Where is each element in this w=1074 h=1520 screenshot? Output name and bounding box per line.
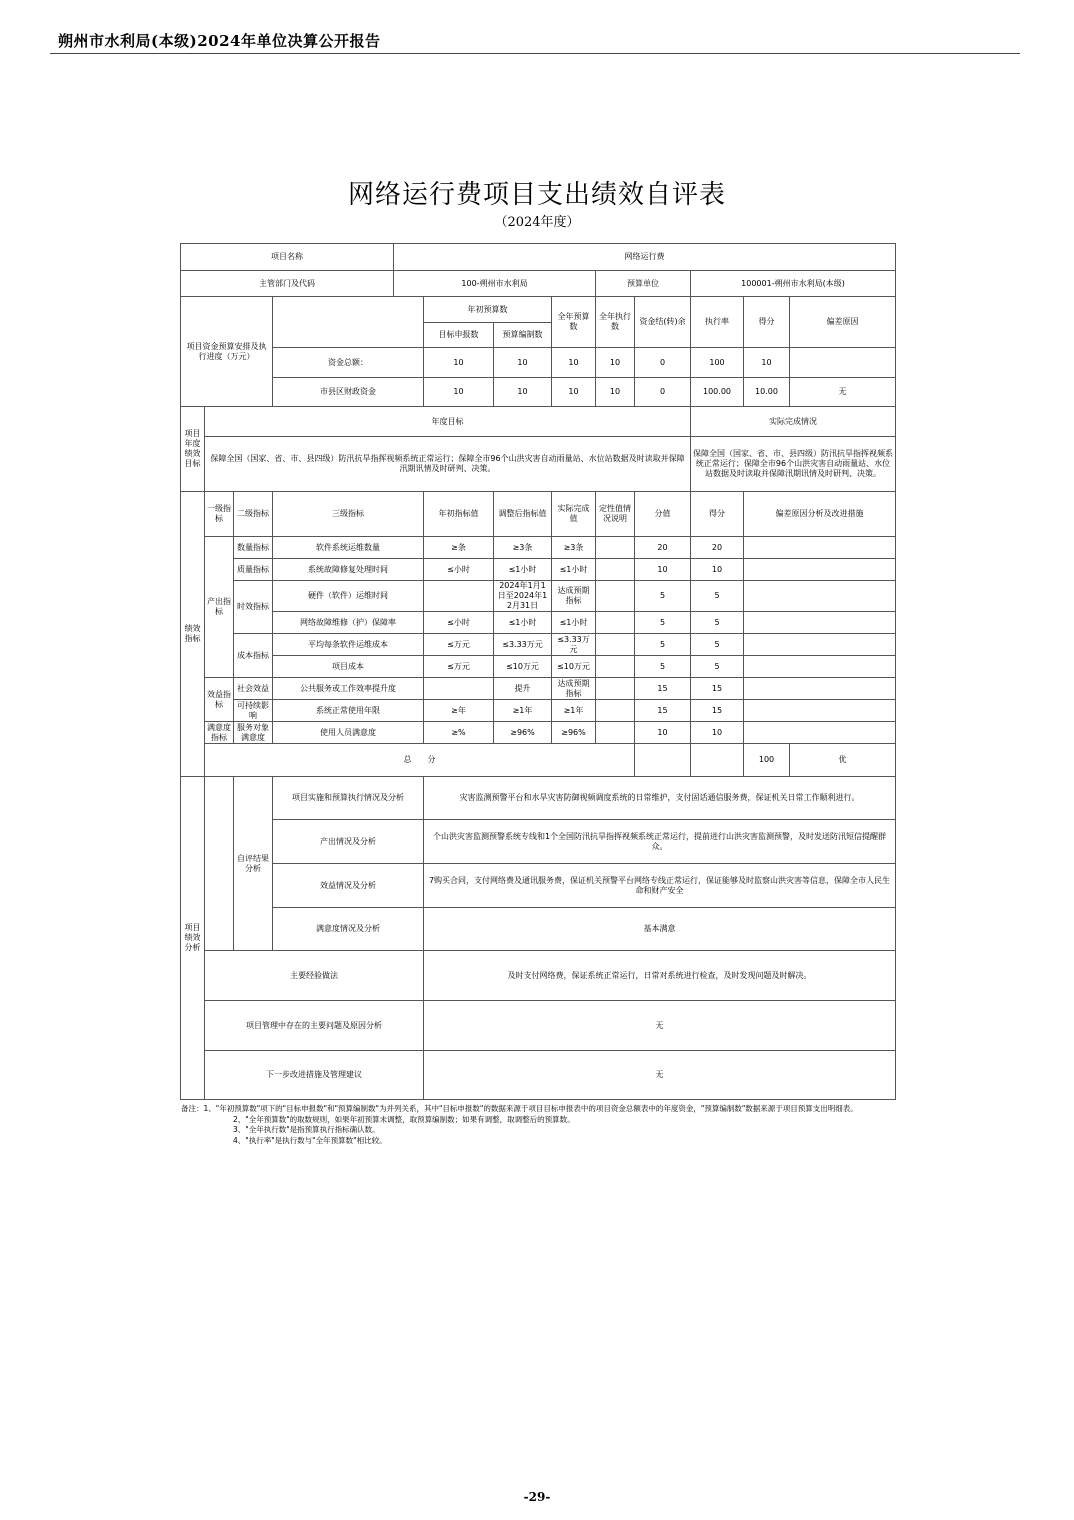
deviation-reason-header: 偏差原因 — [790, 297, 896, 348]
total-note-cell — [635, 744, 691, 777]
footnote-3: 3、"全年执行数"是指预算执行指标确认数。 — [233, 1125, 380, 1134]
indicator-l3: 硬件（软件）运维时间 — [273, 581, 424, 612]
indicator-score: 10 — [691, 722, 744, 744]
annual-budget-header: 全年预算数 — [552, 297, 596, 348]
experience-text: 及时支付网络费，保证系统正常运行，日常对系统进行检查，及时发现问题及时解决。 — [424, 951, 896, 1001]
indicator-l3: 系统故障修复处理时间 — [273, 559, 424, 581]
indicator-l3: 项目成本 — [273, 656, 424, 678]
problems-text: 无 — [424, 1001, 896, 1051]
indicator-note — [596, 537, 635, 559]
output-label: 产出情况及分析 — [273, 820, 424, 864]
indicator-l2: 成本指标 — [234, 634, 273, 678]
indicator-adj: 提升 — [494, 678, 552, 700]
carryover-header: 资金结(转)余 — [635, 297, 691, 348]
indicator-dev — [744, 722, 896, 744]
indicator-row — [181, 537, 896, 559]
indicator-actual: ≥96% — [552, 722, 596, 744]
funds-cell: 100.00 — [691, 378, 744, 407]
effect-text: 7购买合同，支付网络费及通讯服务费，保证机关预警平台网络专线正常运行，保证能够及时监察山洪灾害等信息，保障全市人民生命和财产安全 — [424, 864, 896, 908]
indicator-note — [596, 656, 635, 678]
indicator-note — [596, 678, 635, 700]
indicator-dev — [744, 559, 896, 581]
budget-unit-label: 预算单位 — [596, 271, 691, 297]
funds-cell: 10 — [424, 348, 494, 378]
indicator-init: ≤万元 — [424, 656, 494, 678]
indicator-note — [596, 612, 635, 634]
footnotes — [181, 1104, 895, 1146]
indicator-init — [424, 678, 494, 700]
satisfaction-label: 满意度情况及分析 — [273, 908, 424, 951]
indicator-l2: 质量指标 — [234, 559, 273, 581]
indicator-actual: ≥3条 — [552, 537, 596, 559]
page-title: 网络运行费项目支出绩效自评表 — [347, 180, 726, 210]
perf-indicator-vertical-label: 绩效指标 — [181, 492, 205, 777]
problems-label: 项目管理中存在的主要问题及原因分析 — [205, 1001, 424, 1051]
annual-goal-vertical-label: 项目年度绩效目标 — [181, 407, 205, 492]
indicator-actual: ≥1年 — [552, 700, 596, 722]
indicator-dev — [744, 700, 896, 722]
score2-header: 得分 — [691, 492, 744, 537]
indicator-row — [181, 700, 896, 722]
dept-code-label: 主管部门及代码 — [181, 271, 394, 297]
funds-cell: 10.00 — [744, 378, 790, 407]
indicator-init: ≥% — [424, 722, 494, 744]
indicator-actual: ≤1小时 — [552, 612, 596, 634]
level3-header: 三级指标 — [273, 492, 424, 537]
funds-cell: 0 — [635, 348, 691, 378]
year-initial-header: 年初预算数 — [424, 297, 552, 323]
next-label: 下一步改进措施及管理建议 — [205, 1051, 424, 1100]
indicator-dev — [744, 656, 896, 678]
score-header: 得分 — [744, 297, 790, 348]
indicator-dev — [744, 634, 896, 656]
indicator-note — [596, 634, 635, 656]
funds-cell: 无 — [790, 378, 896, 407]
funds-cell: 10 — [424, 378, 494, 407]
impl-text: 灾害监测预警平台和水旱灾害防御视频调度系统的日常维护，支付固话通信服务费，保证机关日常工作顺利进行。 — [424, 777, 896, 820]
initial-target-header: 年初指标值 — [424, 492, 494, 537]
indicator-row — [181, 656, 896, 678]
indicator-row — [181, 581, 896, 612]
indicator-weight: 5 — [635, 612, 691, 634]
project-name-value: 网络运行费 — [394, 244, 896, 271]
funds-cell — [790, 348, 896, 378]
indicator-init: ≥年 — [424, 700, 494, 722]
analysis-vertical-label: 项目绩效分析 — [181, 777, 205, 1100]
target-report-header: 目标申报数 — [424, 323, 494, 348]
indicator-init: ≤万元 — [424, 634, 494, 656]
impl-label: 项目实施和预算执行情况及分析 — [273, 777, 424, 820]
qualitative-header: 定性值情况说明 — [596, 492, 635, 537]
indicator-dev — [744, 678, 896, 700]
footnote-2: 2、"全年预算数"的取数规则，如果年初预算未调整，取预算编制数；如果有调整，取调整后的预算数。 — [233, 1114, 575, 1124]
funds-cell: 10 — [494, 378, 552, 407]
funds-cell: 10 — [596, 378, 635, 407]
indicator-weight: 15 — [635, 678, 691, 700]
city-funds-label: 市县区财政资金 — [273, 378, 424, 407]
total-score: 100 — [744, 744, 790, 777]
indicator-score: 5 — [691, 581, 744, 612]
indicator-actual: ≤10万元 — [552, 656, 596, 678]
effect-indicator-label: 效益指标 — [205, 678, 234, 722]
funds-cell: 10 — [552, 348, 596, 378]
indicator-adj: ≥3条 — [494, 537, 552, 559]
budget-compiled-header: 预算编制数 — [494, 323, 552, 348]
funds-cell: 10 — [744, 348, 790, 378]
indicator-adj: 2024年1月1日至2024年12月31日 — [494, 581, 552, 612]
output-indicator-label: 产出指标 — [205, 537, 234, 678]
indicator-init: ≥条 — [424, 537, 494, 559]
funds-cell: 10 — [494, 348, 552, 378]
indicator-l2: 可持续影响 — [234, 700, 273, 722]
indicator-adj: ≥1年 — [494, 700, 552, 722]
actual-value-header: 实际完成值 — [552, 492, 596, 537]
total-weight-cell — [691, 744, 744, 777]
indicator-note — [596, 700, 635, 722]
funds-cell: 10 — [596, 348, 635, 378]
indicator-score: 15 — [691, 678, 744, 700]
indicator-l3: 系统正常使用年限 — [273, 700, 424, 722]
indicator-l3: 平均每条软件运维成本 — [273, 634, 424, 656]
indicator-score: 5 — [691, 612, 744, 634]
indicator-score: 20 — [691, 537, 744, 559]
indicator-init — [424, 581, 494, 612]
footnote-4: 4、"执行率"是执行数与"全年预算数"相比较。 — [233, 1135, 387, 1145]
weight-header: 分值 — [635, 492, 691, 537]
footnote-1: 备注：1、"年初预算数"项下的"目标申报数"和"预算编制数"为并列关系，其中"目标申报数"的数据来源于项目目标申报表中的项目资金总额表中的年度资金，"预算编制数"数据来源于项目预算支出明细表。 — [181, 1104, 858, 1113]
indicator-row — [181, 612, 896, 634]
indicator-weight: 10 — [635, 559, 691, 581]
total-label: 总 分 — [205, 744, 635, 777]
indicator-l2: 服务对象满意度 — [234, 722, 273, 744]
total-row — [181, 744, 896, 777]
actual-completion-text: 保障全国（国家、省、市、县四级）防汛抗旱指挥视频系统正常运行；保障全市96个山洪灾害自动雨量站、水位站数据及时读取并保障汛期讯情及时研判、决策。 — [691, 437, 896, 492]
indicator-weight: 10 — [635, 722, 691, 744]
annual-goal-text: 保障全国（国家、省、市、县四级）防汛抗旱指挥视频系统正常运行；保障全市96个山洪灾害自动雨量站、水位站数据及时读取并保障汛期讯情及时研判、决策。 — [205, 437, 691, 492]
funds-cell: 10 — [552, 378, 596, 407]
indicator-actual: 达成预期指标 — [552, 678, 596, 700]
total-grade: 优 — [790, 744, 896, 777]
indicator-row — [181, 559, 896, 581]
indicator-score: 5 — [691, 634, 744, 656]
indicator-dev — [744, 581, 896, 612]
annual-exec-header: 全年执行数 — [596, 297, 635, 348]
indicator-weight: 5 — [635, 581, 691, 612]
indicator-l2: 时效指标 — [234, 581, 273, 634]
funds-city-row — [181, 378, 896, 407]
indicator-init: ≤小时 — [424, 612, 494, 634]
indicator-actual: 达成预期指标 — [552, 581, 596, 612]
funds-cell: 100 — [691, 348, 744, 378]
dept-code-value: 100-朔州市水利局 — [394, 271, 596, 297]
indicator-note — [596, 722, 635, 744]
performance-table — [180, 243, 896, 1100]
level2-header: 二级指标 — [234, 492, 273, 537]
indicator-adj: ≤1小时 — [494, 612, 552, 634]
next-text: 无 — [424, 1051, 896, 1100]
indicator-score: 10 — [691, 559, 744, 581]
year-label: （2024年度） — [494, 215, 580, 230]
page-number: -29- — [523, 1490, 551, 1504]
funds-total-row — [181, 348, 896, 378]
self-eval-vertical-label: 自评结果分析 — [234, 777, 273, 951]
indicator-note — [596, 581, 635, 612]
experience-label: 主要经验做法 — [205, 951, 424, 1001]
funds-progress-label: 项目资金预算安排及执行进度（万元） — [181, 297, 273, 407]
budget-unit-value: 100001-朔州市水利局(本级) — [691, 271, 896, 297]
indicator-score: 15 — [691, 700, 744, 722]
indicator-dev — [744, 537, 896, 559]
indicator-row — [181, 678, 896, 700]
indicator-actual: ≤3.33万元 — [552, 634, 596, 656]
indicator-adj: ≤3.33万元 — [494, 634, 552, 656]
level1-header: 一级指标 — [205, 492, 234, 537]
annual-goal-header: 年度目标 — [205, 407, 691, 437]
indicator-init: ≤小时 — [424, 559, 494, 581]
self-eval-spacer — [205, 777, 234, 951]
deviation-analysis-header: 偏差原因分析及改进措施 — [744, 492, 896, 537]
indicator-adj: ≤1小时 — [494, 559, 552, 581]
indicator-score: 5 — [691, 656, 744, 678]
satisfaction-indicator-label: 满意度指标 — [205, 722, 234, 744]
indicator-weight: 20 — [635, 537, 691, 559]
actual-completion-header: 实际完成情况 — [691, 407, 896, 437]
total-funds-label: 资金总额： — [273, 348, 424, 378]
funds-cell: 0 — [635, 378, 691, 407]
indicator-adj: ≤10万元 — [494, 656, 552, 678]
indicator-l3: 使用人员满意度 — [273, 722, 424, 744]
indicator-l2: 社会效益 — [234, 678, 273, 700]
funds-blank-header — [273, 297, 424, 348]
adjusted-target-header: 调整后指标值 — [494, 492, 552, 537]
indicator-dev — [744, 612, 896, 634]
project-name-label: 项目名称 — [181, 244, 394, 271]
indicator-adj: ≥96% — [494, 722, 552, 744]
indicator-l3: 网络故障维修（护）保障率 — [273, 612, 424, 634]
indicator-l3: 软件系统运维数量 — [273, 537, 424, 559]
indicator-row — [181, 722, 896, 744]
exec-rate-header: 执行率 — [691, 297, 744, 348]
header-divider — [50, 53, 1020, 54]
indicator-weight: 15 — [635, 700, 691, 722]
satisfaction-text: 基本满意 — [424, 908, 896, 951]
indicator-note — [596, 559, 635, 581]
report-header: 朔州市水利局(本级)2024年单位决算公开报告 — [58, 32, 381, 50]
indicator-actual: ≤1小时 — [552, 559, 596, 581]
indicator-weight: 5 — [635, 656, 691, 678]
indicator-row — [181, 634, 896, 656]
indicator-l2: 数量指标 — [234, 537, 273, 559]
indicator-weight: 5 — [635, 634, 691, 656]
indicator-l3: 公共服务或工作效率提升度 — [273, 678, 424, 700]
effect-label: 效益情况及分析 — [273, 864, 424, 908]
output-text: 个山洪灾害监测预警系统专线和1个全国防汛抗旱指挥视频系统正常运行，提前进行山洪灾害监测预警，及时发送防汛短信提醒群众。 — [424, 820, 896, 864]
